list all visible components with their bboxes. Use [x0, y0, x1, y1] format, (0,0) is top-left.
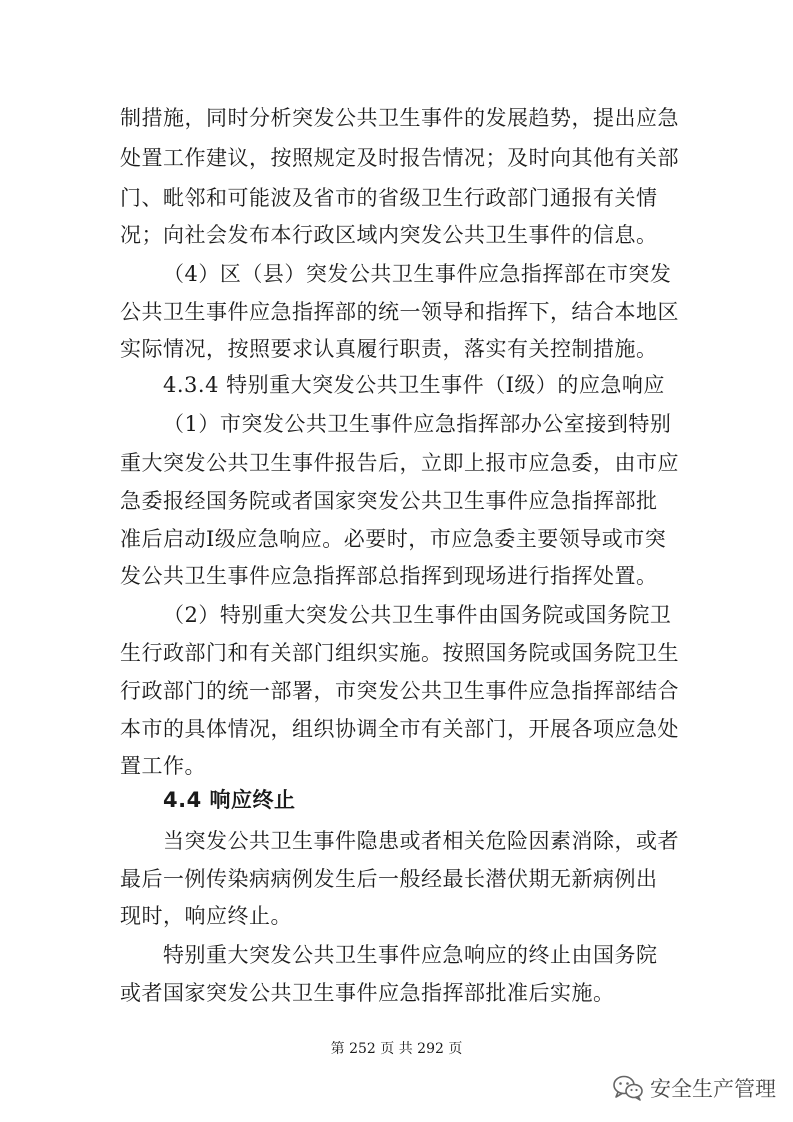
paragraph-line: 准后启动Ⅰ级应急响应。必要时，市应急委主要领导或市突 — [120, 527, 667, 551]
section-heading: 4.3.4 特别重大突发公共卫生事件（Ⅰ级）的应急响应 — [163, 373, 665, 397]
watermark-logo — [612, 1073, 776, 1103]
paragraph-line: 最后一例传染病病例发生后一般经最长潜伏期无新病例出 — [120, 867, 658, 891]
paragraph-line: 公共卫生事件应急指挥部的统一领导和指挥下，结合本地区 — [120, 300, 679, 324]
paragraph-line: 重大突发公共卫生事件报告后，立即上报市应急委，由市应 — [120, 451, 679, 475]
paragraph-line: 当突发公共卫生事件隐患或者相关危险因素消除，或者 — [163, 829, 679, 853]
page-number: 第 252 页 共 292 页 — [330, 1041, 463, 1057]
paragraph-line: 发公共卫生事件应急指挥部总指挥到现场进行指挥处置。 — [120, 564, 658, 588]
paragraph-line: 特别重大突发公共卫生事件应急响应的终止由国务院 — [163, 943, 658, 967]
paragraph-line: 生行政部门和有关部门组织实施。按照国务院或国务院卫生 — [120, 641, 679, 665]
wechat-icon — [612, 1074, 644, 1102]
paragraph-line: 或者国家突发公共卫生事件应急指挥部批准后实施。 — [120, 981, 615, 1005]
paragraph-line: 制措施，同时分析突发公共卫生事件的发展趋势，提出应急 — [120, 106, 679, 130]
paragraph-line: （1）市突发公共卫生事件应急指挥部办公室接到特别 — [163, 412, 672, 436]
paragraph-line: 现时，响应终止。 — [120, 904, 292, 928]
paragraph-line: 行政部门的统一部署，市突发公共卫生事件应急指挥部结合 — [120, 679, 679, 703]
paragraph-line: 处置工作建议，按照规定及时报告情况；及时向其他有关部 — [120, 146, 679, 170]
section-heading: 4.4 响应终止 — [163, 788, 296, 812]
watermark-label: 安全生产管理 — [650, 1077, 776, 1101]
paragraph-line: 况；向社会发布本行政区域内突发公共卫生事件的信息。 — [120, 223, 658, 247]
paragraph-line: 置工作。 — [120, 754, 206, 778]
paragraph-line: 本市的具体情况，组织协调全市有关部门，开展各项应急处 — [120, 717, 679, 741]
paragraph-line: （2）特别重大突发公共卫生事件由国务院或国务院卫 — [163, 603, 672, 627]
paragraph-line: 门、毗邻和可能波及省市的省级卫生行政部门通报有关情 — [120, 186, 658, 210]
paragraph-line: （4）区（县）突发公共卫生事件应急指挥部在市突发 — [163, 262, 672, 286]
paragraph-line: 急委报经国务院或者国家突发公共卫生事件应急指挥部批 — [120, 489, 658, 513]
paragraph-line: 实际情况，按照要求认真履行职责，落实有关控制措施。 — [120, 337, 658, 361]
